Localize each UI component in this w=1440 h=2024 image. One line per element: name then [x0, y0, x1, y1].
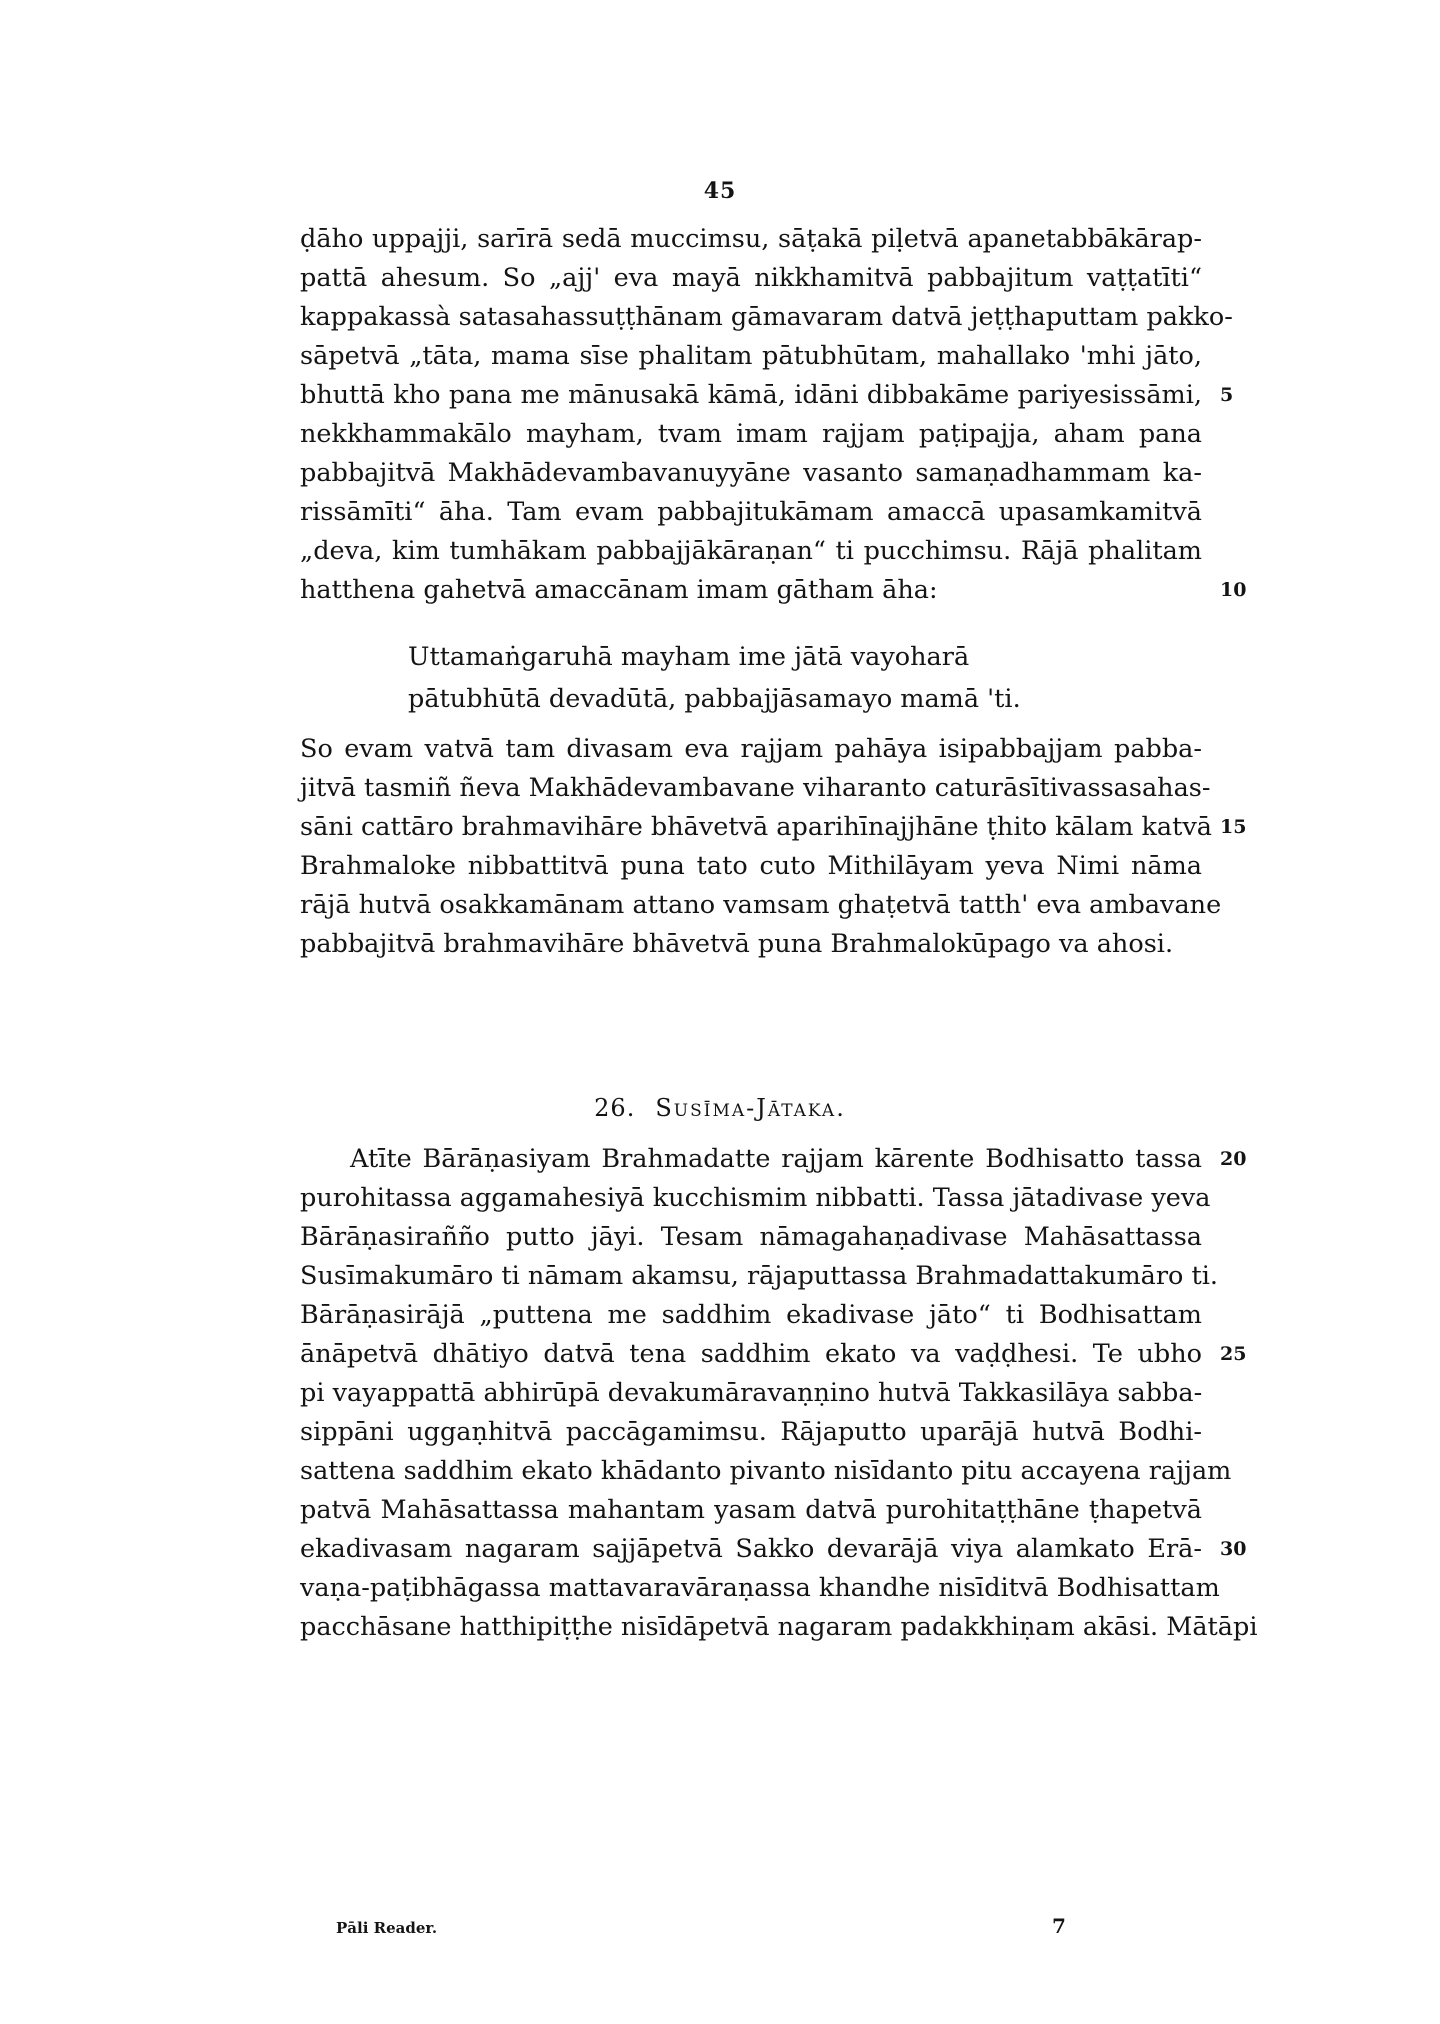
line-text: Atīte Bārāṇasiyam Brahmadatte rajjam kārente Bodhisatto tassa: [350, 1144, 1202, 1174]
line-number: 20: [1220, 1148, 1247, 1170]
line-text: sattena saddhim ekato khādanto pivanto nisīdanto pitu accayena rajjam: [300, 1456, 1232, 1486]
text-line: [300, 730, 1202, 769]
text-line: [300, 1218, 1202, 1257]
verse-line: pātubhūtā devadūtā, pabbajjāsamayo mamā 'ti.: [408, 684, 1021, 714]
text-line: [300, 337, 1202, 376]
line-text: Susīmakumāro ti nāmam akamsu, rājaputtassa Brahmadattakumāro ti.: [300, 1261, 1218, 1291]
text-line: [300, 1530, 1247, 1569]
verse: [408, 636, 1108, 720]
text-line: [300, 1452, 1232, 1491]
line-text: bhuttā kho pana me mānusakā kāmā, idāni dibbakāme pariyesissāmi,: [300, 380, 1202, 410]
signature-mark: Pāli Reader.: [336, 1919, 438, 1937]
sheet-number: 7: [1052, 1914, 1066, 1938]
line-text: pi vayappattā abhirūpā devakumāravaṇṇino hutvā Takkasilāya sabba-: [300, 1378, 1203, 1408]
line-number: 25: [1220, 1343, 1247, 1365]
line-text: pattā ahesum. So „ajj' eva mayā nikkhamitvā pabbajitum vaṭṭatīti“: [300, 263, 1202, 293]
line-text: purohitassa aggamahesiyā kucchismim nibbatti. Tassa jātadivase yeva: [300, 1183, 1211, 1213]
text-line: [300, 1179, 1211, 1218]
verse-line: Uttamaṅgaruhā mayham ime jātā vayoharā: [408, 642, 970, 672]
line-text: nekkhammakālo mayham, tvam imam rajjam paṭipajja, aham pana: [300, 419, 1202, 449]
paragraph-3: [300, 1140, 1258, 1647]
line-text: jitvā tasmiñ ñeva Makhādevambavane viharanto caturāsītivassasahas-: [300, 773, 1211, 803]
text-line: [300, 1257, 1218, 1296]
line-text: Brahmaloke nibbattitvā puna tato cuto Mithilāyam yeva Nimi nāma: [300, 851, 1202, 881]
paragraph-1: [300, 220, 1247, 610]
text-line: [300, 1335, 1247, 1374]
line-text: Bārāṇasirañño putto jāyi. Tesam nāmagahaṇadivase Mahāsattassa: [300, 1222, 1202, 1252]
line-number: 30: [1220, 1538, 1247, 1560]
text-line: [300, 886, 1222, 925]
text-line: [300, 1491, 1202, 1530]
line-number: 15: [1220, 816, 1247, 838]
line-text: sippāni uggaṇhitvā paccāgamimsu. Rājaputto uparājā hutvā Bodhi-: [300, 1417, 1202, 1447]
text-line: [300, 1296, 1202, 1335]
text-line: [300, 220, 1202, 259]
text-line: [300, 532, 1202, 571]
line-text: ḍāho uppajji, sarīrā sedā muccimsu, sāṭakā piḷetvā apanetabbākārap-: [300, 224, 1202, 254]
text-line: [300, 1413, 1202, 1452]
line-text: sāpetvā „tāta, mama sīse phalitam pātubhūtam, mahallako 'mhi jāto,: [300, 341, 1202, 371]
text-line: [300, 808, 1247, 847]
line-text: kappakassà satasahassuṭṭhānam gāmavaram datvā jeṭṭhaputtam pakko-: [300, 302, 1233, 332]
line-number: 5: [1220, 384, 1234, 406]
text-line: [300, 1140, 1247, 1179]
line-text: pabbajitvā Makhādevambavanuyyāne vasanto samaṇadhammam ka-: [300, 458, 1202, 488]
text-line: [300, 1608, 1258, 1647]
line-text: ānāpetvā dhātiyo datvā tena saddhim ekato va vaḍḍhesi. Te ubho: [300, 1339, 1202, 1369]
text-line: [300, 571, 1247, 610]
section-number: 26.: [594, 1094, 636, 1122]
text-line: [300, 847, 1202, 886]
line-text: rājā hutvā osakkamānam attano vamsam ghaṭetvā tatth' eva ambavane: [300, 890, 1222, 920]
line-text: pabbajitvā brahmavihāre bhāvetvā puna Brahmalokūpago va ahosi.: [300, 929, 1174, 959]
text-line: [300, 259, 1202, 298]
paragraph-2: [300, 730, 1247, 964]
section-title: [0, 1094, 1440, 1122]
line-text: pacchāsane hatthipiṭṭhe nisīdāpetvā nagaram padakkhiṇam akāsi. Mātāpi: [300, 1612, 1258, 1642]
text-line: [300, 376, 1234, 415]
text-line: [300, 454, 1202, 493]
line-text: Bārāṇasirājā „puttena me saddhim ekadivase jāto“ ti Bodhisattam: [300, 1300, 1202, 1330]
section-heading: Susīma-Jātaka.: [655, 1094, 846, 1122]
line-text: „deva, kim tumhākam pabbajjākāraṇan“ ti pucchimsu. Rājā phalitam: [300, 536, 1202, 566]
text-line: [300, 415, 1202, 454]
page-number: 45: [703, 178, 737, 204]
line-text: patvā Mahāsattassa mahantam yasam datvā purohitaṭṭhāne ṭhapetvā: [300, 1495, 1202, 1525]
text-line: [300, 925, 1202, 964]
line-text: hatthena gahetvā amaccānam imam gātham āha:: [300, 575, 938, 605]
text-line: [300, 769, 1211, 808]
text-line: [300, 493, 1202, 532]
text-line: [300, 1374, 1202, 1413]
line-text: So evam vatvā tam divasam eva rajjam pahāya isipabbajjam pabba-: [300, 734, 1202, 764]
line-text: sāni cattāro brahmavihāre bhāvetvā aparihīnajjhāne ṭhito kālam katvā: [300, 812, 1212, 842]
line-text: ekadivasam nagaram sajjāpetvā Sakko devarājā viya alamkato Erā-: [300, 1534, 1202, 1564]
text-line: [300, 1569, 1220, 1608]
line-number: 10: [1220, 579, 1247, 601]
line-text: rissāmīti“ āha. Tam evam pabbajitukāmam amaccā upasamkamitvā: [300, 497, 1202, 527]
line-text: vaṇa-paṭibhāgassa mattavaravāraṇassa khandhe nisīditvā Bodhisattam: [300, 1573, 1220, 1603]
text-line: [300, 298, 1233, 337]
